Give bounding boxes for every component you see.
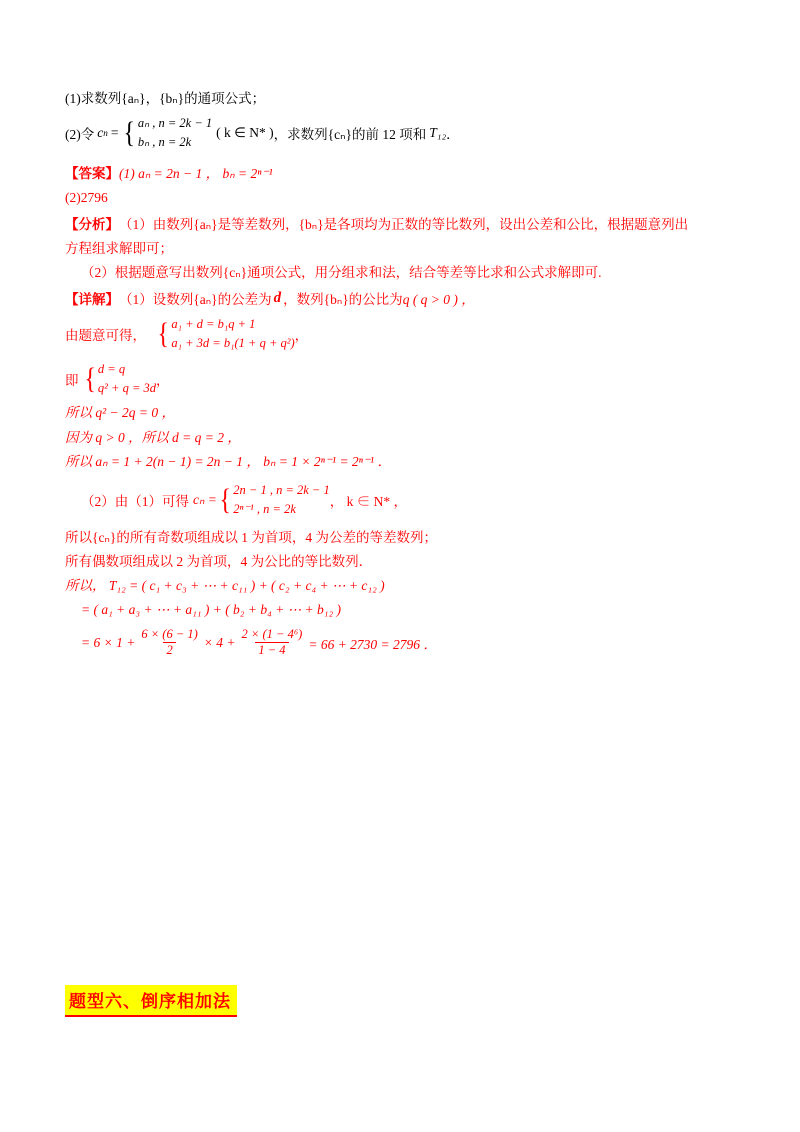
system-3-line-1: 2n − 1 , n = 2k − 1: [233, 483, 330, 498]
line-an-bn: 所以 aₙ = 1 + 2(n − 1) = 2n − 1 ， bₙ = 1 × 2ⁿ⁻¹ = 2ⁿ⁻¹ ．: [65, 453, 391, 469]
line-odd-terms: 所以{cₙ}的所有奇数项组成以 1 为首项，4 为公差的等差数列；: [65, 529, 437, 545]
detail-2-text: （2）由（1）可得: [81, 493, 189, 509]
detail-line-1: [65, 288, 737, 308]
question-2-tail: ，求数列{cₙ}的前 12 项和: [273, 126, 427, 142]
system-1-end: ，: [294, 328, 309, 344]
detail-d-symbol: d: [273, 289, 282, 306]
question-2-cases: [138, 114, 212, 152]
answer-2: (2)2796: [65, 189, 108, 205]
analysis-text-1: （1）由数列{aₙ}是等差数列，{bₙ}是各项均为正数的等比数列，设出公差和公比，根据题意列出: [119, 216, 689, 232]
answer-line-1: [65, 162, 737, 182]
question-2-t12: T₁₂: [429, 124, 447, 140]
system-2-line-2: q² + q = 3d: [97, 380, 157, 395]
line-q-squared: 所以 q² − 2q = 0 ，: [65, 405, 176, 421]
ji-label: 即: [65, 372, 79, 388]
final-suffix: = 66 + 2730 = 2796 ．: [308, 636, 437, 652]
fraction-2-numerator: 2 × (1 − 4⁶): [241, 627, 303, 642]
question-2-case-2: bₙ , n = 2k: [137, 134, 192, 149]
brace-open-3: {: [83, 361, 96, 395]
detail-2-cn: cₙ =: [193, 491, 217, 507]
detail-text-1b: ，数列{bₙ}的公比为: [283, 292, 403, 308]
system-2-row: [65, 360, 737, 398]
system-1-cases: [171, 315, 294, 353]
final-mid: × 4 +: [203, 634, 236, 650]
fraction-2: [239, 627, 306, 658]
detail-text-1c: q ( q > 0 ) ，: [402, 292, 475, 308]
line-ab-expansion: = ( a₁ + a₃ + ⋯ + a₁₁ ) + ( b₂ + b₄ + ⋯ + b₁₂ ): [81, 602, 342, 618]
system-3-cases: [233, 481, 329, 519]
system-2-line-1: d = q: [97, 361, 126, 376]
section-heading-wrap: [65, 985, 237, 1017]
detail-label: 【详解】: [65, 292, 119, 308]
system-3-line-2: 2ⁿ⁻¹ , n = 2k: [233, 501, 296, 516]
byti-label: 由题意可得，: [65, 328, 146, 344]
detail-text-1: （1）设数列{aₙ}的公差为: [119, 292, 272, 308]
answer-label: 【答案】: [65, 165, 119, 181]
analysis-text-2: （2）根据题意写出数列{cₙ}通项公式，用分组求和法，结合等差等比求和公式求解即可.: [81, 265, 602, 281]
fraction-2-denominator: 1 − 4: [255, 642, 288, 658]
system-1-line-1: a₁ + d = b₁q + 1: [171, 317, 256, 332]
analysis-label: 【分析】: [65, 216, 119, 232]
detail-2-row: [81, 481, 737, 519]
question-2-case-1: aₙ , n = 2k − 1: [137, 116, 213, 131]
document-body: [65, 90, 737, 665]
system-1-row: [65, 315, 737, 353]
analysis-text-1b: 方程组求解即可；: [65, 240, 173, 256]
detail-2-tail: ， k ∈ N* ，: [329, 493, 407, 509]
line-t12-expansion: 所以， T₁₂ = ( c₁ + c₃ + ⋯ + c₁₁ ) + ( c₂ + c₄ + ⋯ + c₁₂ ): [65, 577, 385, 593]
section-title-daoxu: 题型六、倒序相加法: [65, 985, 237, 1017]
question-2-cn: c: [97, 124, 104, 140]
question-2-prefix: (2)令: [65, 126, 95, 142]
line-final-computation: [81, 627, 737, 658]
brace-open-1: {: [123, 115, 136, 149]
answer-1: (1) aₙ = 2n − 1 ， bₙ = 2ⁿ⁻¹: [119, 165, 273, 181]
question-2-period: ．: [446, 126, 460, 142]
line-even-terms: 所有偶数项组成以 2 为首项，4 为公比的等比数列．: [65, 553, 373, 569]
question-1: (1)求数列{aₙ}，{bₙ}的通项公式；: [65, 91, 266, 106]
line-because-q: 因为 q > 0 ，所以 d = q = 2 ，: [65, 429, 241, 445]
analysis-line-1: [65, 213, 737, 233]
question-2-condition: ( k ∈ N* ): [216, 124, 274, 140]
brace-open-2: {: [157, 317, 169, 351]
system-2-cases: [98, 360, 156, 398]
question-2: [65, 114, 737, 152]
question-2-cn-sub: n: [103, 127, 108, 138]
final-prefix: = 6 × 1 +: [81, 634, 136, 650]
fraction-1-denominator: 2: [163, 642, 175, 658]
system-1-line-2: a₁ + 3d = b₁(1 + q + q²): [171, 336, 295, 351]
fraction-1-numerator: 6 × (6 − 1): [141, 627, 198, 642]
system-2-end: ，: [156, 372, 170, 388]
fraction-1: [138, 627, 200, 658]
brace-open-4: {: [219, 482, 231, 516]
question-2-equals: =: [110, 124, 119, 140]
